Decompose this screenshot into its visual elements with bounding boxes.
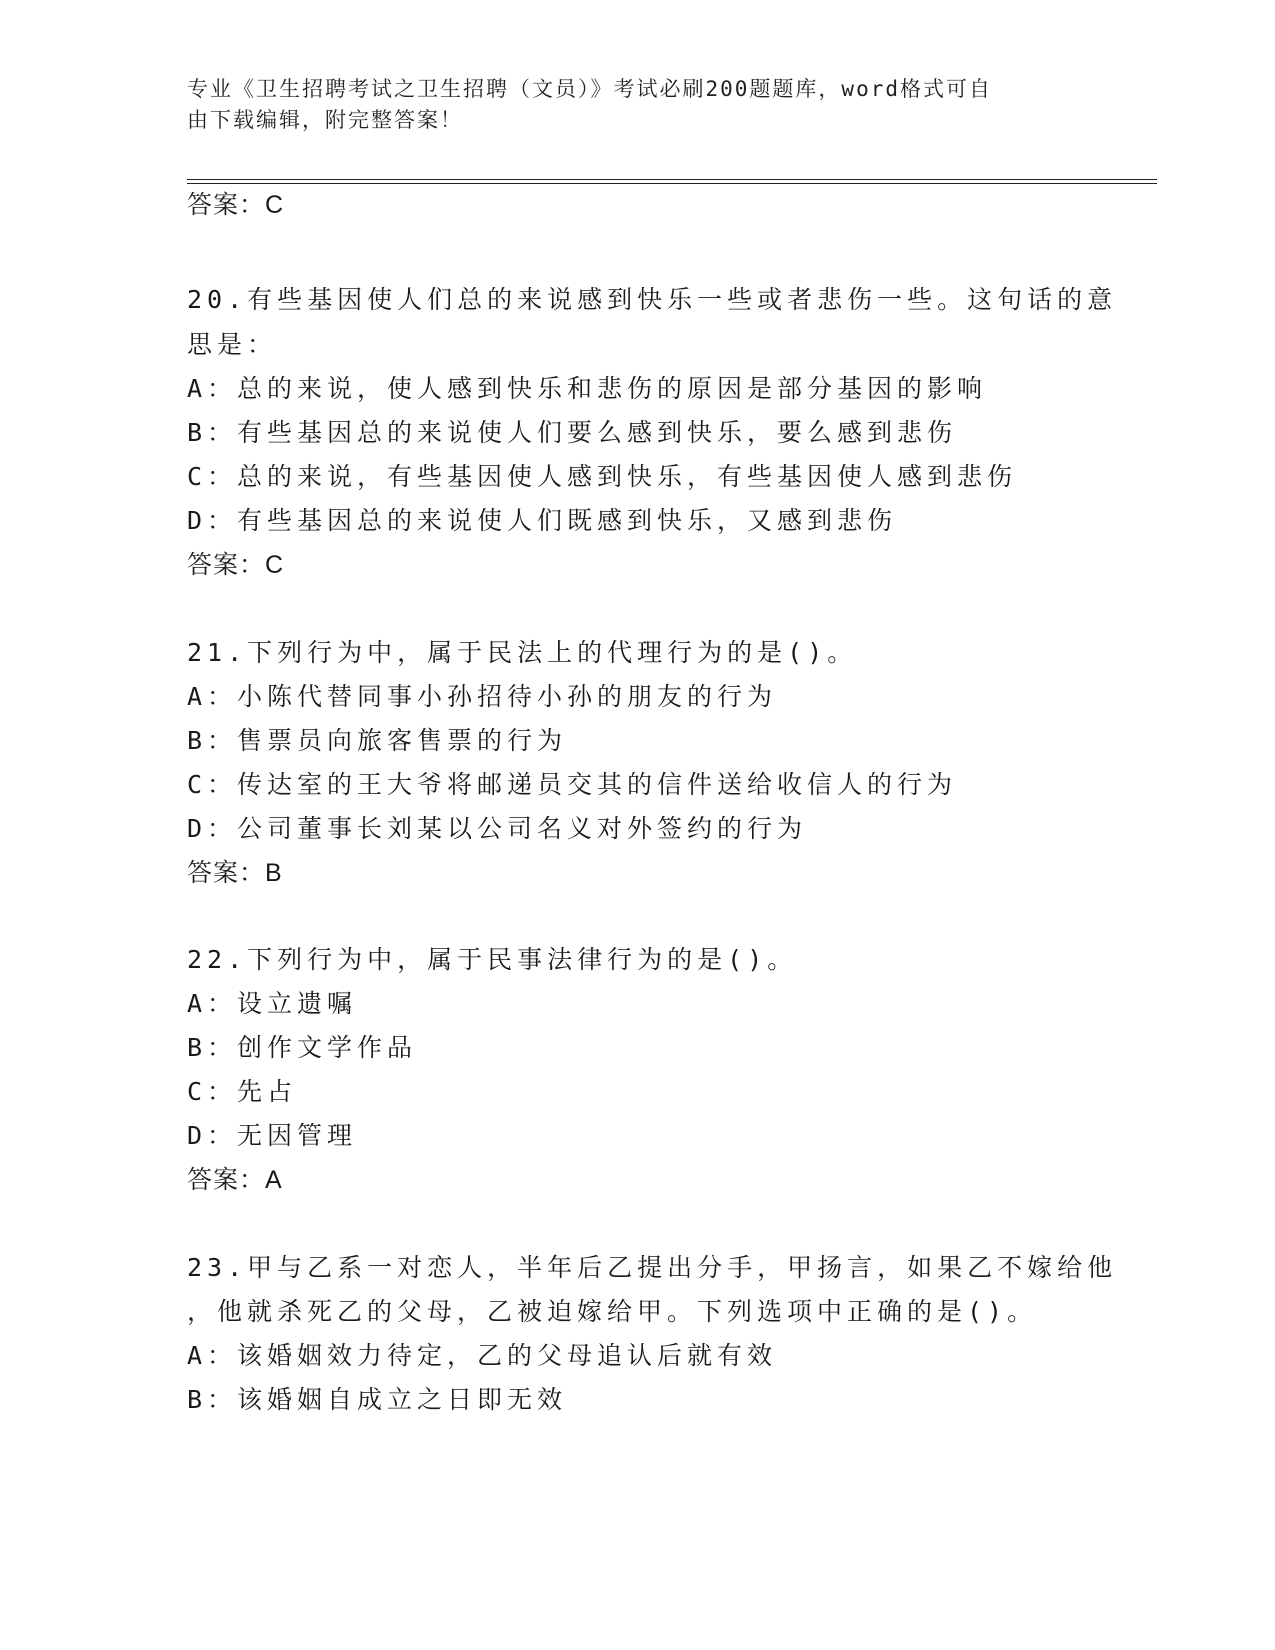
question-20-option-a: A：总的来说，使人感到快乐和悲伤的原因是部分基因的影响 xyxy=(187,374,988,403)
question-22-option-d: D：无因管理 xyxy=(187,1121,358,1150)
question-23-stem-line-1: 23.甲与乙系一对恋人，半年后乙提出分手，甲扬言，如果乙不嫁给他 xyxy=(187,1253,1118,1282)
question-23-option-b: B：该婚姻自成立之日即无效 xyxy=(187,1385,568,1414)
answer-previous: 答案：C xyxy=(187,191,285,219)
question-21-option-a: A：小陈代替同事小孙招待小孙的朋友的行为 xyxy=(187,682,778,711)
header-line-2: 由下载编辑，附完整答案！ xyxy=(187,108,463,132)
question-21-option-d: D：公司董事长刘某以公司名义对外签约的行为 xyxy=(187,814,808,843)
question-20-answer: 答案：C xyxy=(187,551,285,579)
question-21-option-c: C：传达室的王大爷将邮递员交其的信件送给收信人的行为 xyxy=(187,770,958,799)
question-22-option-a: A：设立遗嘱 xyxy=(187,989,358,1018)
question-20-stem-line-1: 20.有些基因使人们总的来说感到快乐一些或者悲伤一些。这句话的意 xyxy=(187,285,1118,314)
header-divider-top xyxy=(187,179,1157,180)
question-23-option-a: A：该婚姻效力待定，乙的父母追认后就有效 xyxy=(187,1341,778,1370)
header-line-1: 专业《卫生招聘考试之卫生招聘（文员）》考试必刷200题题库，word格式可自 xyxy=(187,77,992,101)
document-header xyxy=(187,74,1087,136)
question-23-stem-line-2: ，他就杀死乙的父母，乙被迫嫁给甲。下列选项中正确的是()。 xyxy=(187,1297,1038,1326)
question-21-option-b: B：售票员向旅客售票的行为 xyxy=(187,726,568,755)
header-divider-bottom xyxy=(187,183,1157,184)
question-21-stem-line-1: 21.下列行为中，属于民法上的代理行为的是()。 xyxy=(187,638,858,667)
question-22-option-b: B：创作文学作品 xyxy=(187,1033,418,1062)
question-20-option-b: B：有些基因总的来说使人们要么感到快乐，要么感到悲伤 xyxy=(187,418,958,447)
question-22-option-c: C：先占 xyxy=(187,1077,298,1106)
question-20-option-c: C：总的来说，有些基因使人感到快乐，有些基因使人感到悲伤 xyxy=(187,462,1018,491)
question-20-option-d: D：有些基因总的来说使人们既感到快乐，又感到悲伤 xyxy=(187,506,898,535)
question-22-answer: 答案：A xyxy=(187,1166,283,1194)
question-21-answer: 答案：B xyxy=(187,859,283,887)
question-20-stem-line-2: 思是： xyxy=(187,330,278,359)
question-22-stem-line-1: 22.下列行为中，属于民事法律行为的是()。 xyxy=(187,945,798,974)
